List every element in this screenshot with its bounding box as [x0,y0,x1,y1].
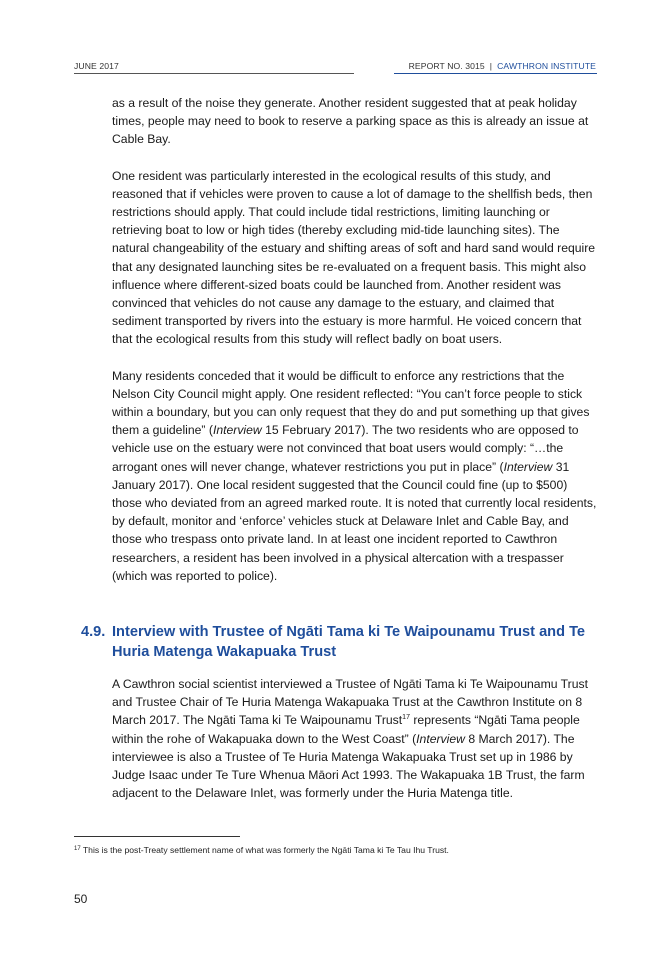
citation-interview: Interview [212,423,262,438]
section-paragraph [112,675,598,802]
section-paragraph-text-a: A Cawthron social scientist interviewed a Trustee of Ngāti Tama ki Te Waipounamu Trust and Trustee Chair of Te Huria Matenga Wakapuaka Trust at the Cawthron Institute on 8 March 2017. The Ngāti Tama ki Te Waipounamu Trust [112,677,588,728]
header-date: JUNE 2017 [74,61,119,71]
footnote-number: 17 [74,846,81,852]
section-heading [81,622,601,662]
footnote [74,845,449,855]
section-title: Interview with Trustee of Ngāti Tama ki Te Waipounamu Trust and Te Huria Matenga Wakapuaka Trust [112,624,586,660]
footnote-text: This is the post-Treaty settlement name of what was formerly the Ngāti Tama ki Te Tau Ihu Trust. [80,845,449,855]
body-text [112,94,598,585]
header-rule-left [74,73,354,74]
section-paragraph-text-c: 8 March 2017). The interviewee is also a Trustee of Te Huria Matenga Wakapuaka Trust set up in 1986 by Judge Isaac under Te Ture Whenua Māori Act 1993. The Wakapuaka 1B Trust, the farm adjacent to the Delaware Inlet, was formerly under the Huria Matenga title. [112,731,585,801]
footnote-reference[interactable]: 17 [402,714,410,722]
header-rule-right [394,73,597,74]
header-report-info [409,61,596,71]
citation-interview: Interview [416,731,465,746]
section-paragraph-text-b: represents “Ngāti Tama people within the rohe of Wakapuaka down to the West Coast” ( [112,713,580,746]
header-report-number: REPORT NO. 3015 [408,61,485,71]
page-number: 50 [74,892,88,906]
section-body-text [112,675,598,802]
paragraph-3-text-b: 15 February 2017). The two residents who are opposed to vehicle use on the estuary were not convinced that boat users would comply: “…the arrogant ones will never change, whatever restrictions you put in place” ( [112,423,579,474]
running-header [74,61,596,73]
footnote-rule [74,836,240,837]
header-separator: | [489,61,493,71]
citation-interview: Interview [503,459,553,474]
header-institute: CAWTHRON INSTITUTE [497,61,596,71]
paragraph-3-text-a: Many residents conceded that it would be difficult to enforce any restrictions that the Nelson City Council might apply. One resident reflected: “You can’t force people to stick within a boundary, but you can only request that they do and put something up that gives them a guideline” ( [112,368,590,438]
paragraph-2: One resident was particularly interested in the ecological results of this study, and reasoned that if vehicles were proven to cause a lot of damage to the shellfish beds, then restrictions should apply. That could include tidal restrictions, limiting launching or retrieving boat to low or high tides (thereby excluding mid-tide launching sites). The natural changeability of the estuary and shifting areas of soft and hard sand would require that any designated launching sites be re-evaluated on a frequent basis. This might also influence where different-sized boats could be launched from. Another resident was convinced that vehicles do not cause any damage to the estuary, and claimed that sediment transported by rivers into the estuary is more harmful. He voiced concern that that the ecological results from this study will reflect badly on boat users. [112,168,596,347]
paragraph-3 [112,367,598,585]
paragraph-1: as a result of the noise they generate. Another resident suggested that at peak holiday times, people may need to book to reserve a parking space as this is already an issue at Cable Bay. [112,96,589,147]
paragraph-3-text-c: 31 January 2017). One local resident suggested that the Council could fine (up to $500) those who deviated from an agreed marked route. It is noted that currently local residents, by default, monitor and ‘enforce’ vehicles stuck at Delaware Inlet and Cable Bay, and those who trespass onto private land. In at least one incident reported to Cawthron researchers, a resident has been involved in a physical altercation with a trespasser (which was reported to police). [112,459,597,583]
section-number: 4.9. [81,624,106,640]
